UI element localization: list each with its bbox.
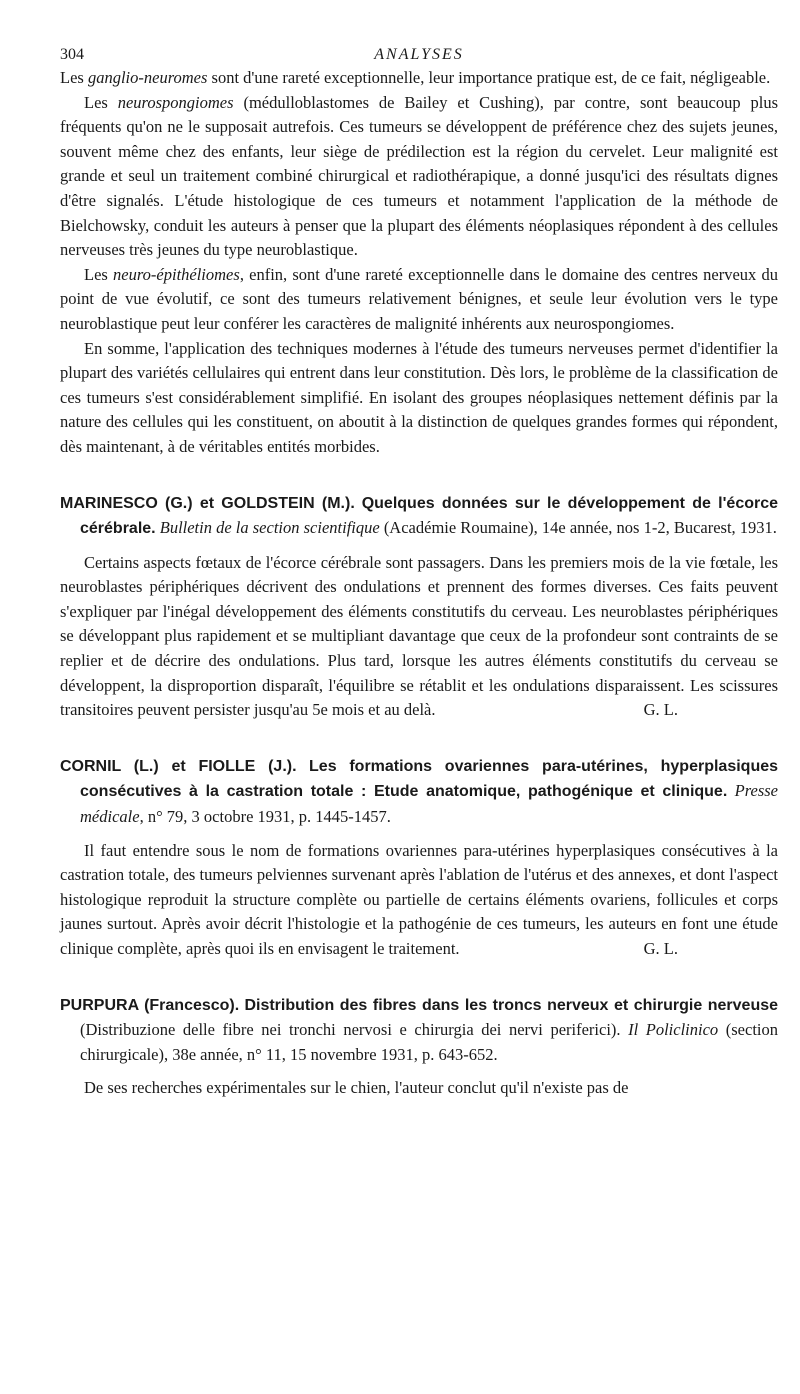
intro-paragraph: Les neurospongiomes (médulloblastomes de Bailey et Cushing), par contre, sont beaucoup plus fréquents qu'on ne le supposait autrefois. Ces tumeurs se développent de préférence chez des sujets jeunes, souvent même chez des enfants, leur siège de prédilection est la région du cervelet. Leur malignité est grande et seul un traitement combiné chirurgical et radiothérapique, a donné jusqu'ici des résultats dignes d'être signalés. L'étude histologique de ces tumeurs et notamment l'application de la méthode de Bielchowsky, conduit les auteurs à penser que la plupart des éléments néoplasiques répondent à des cellules nerveuses très jeunes du type neuroblastique. [60, 92, 778, 260]
reference-entry [60, 491, 778, 542]
entry-title: Distribution des fibres dans les troncs nerveux et chirurgie nerveuse [244, 996, 779, 1014]
entry-signature: G. L. [643, 939, 678, 958]
entry-authors: PURPURA (Francesco). [60, 996, 240, 1014]
intro-paragraph: Les neuro-épithéliomes, enfin, sont d'une rareté exceptionnelle dans le domaine des centres nerveux du point de vue évolutif, ce sont des tumeurs relativement bénignes, et seule leur évolution vers le type neuroblastique peut leur conférer les caractères de malignité inhérents aux neurospongiomes. [60, 264, 778, 333]
reference-entry [60, 754, 778, 830]
entry-authors: CORNIL (L.) et FIOLLE (J.). [60, 757, 297, 775]
entry-journal: Presse médicale [80, 781, 779, 827]
entry-journal: Bulletin de la section scientifique [159, 518, 380, 538]
page-number: 304 [60, 46, 84, 63]
entry-journal: Il Policlinico [628, 1020, 719, 1040]
entry-abstract: De ses recherches expérimentales sur le chien, l'auteur conclut qu'il n'existe pas de [84, 1078, 629, 1098]
intro-paragraph: En somme, l'application des techniques modernes à l'étude des tumeurs nerveuses permet d'identifier la plupart des variétés cellulaires qui entrent dans leur constitution. Dès lors, le problème de la classification de ces tumeurs s'est considérablement simplifié. En isolant des groupes néoplasiques nettement définis par la nature des cellules qui les constituent, on aboutit à la distinction de quelques grandes formes qui répondent, dès maintenant, à de véritables entités morbides. [60, 338, 778, 456]
entry-title: Quelques données sur le développement de l'écorce cérébrale. [80, 494, 779, 538]
reference-entry [60, 993, 778, 1068]
running-title: ANALYSES [374, 46, 464, 63]
entry-abstract: Il faut entendre sous le nom de formations ovariennes para-utérines hyperplasiques consécutives à la castration totale, des tumeurs pelviennes survenant après l'ablation de l'utérus et des annexes, et dont l'aspect histologique reproduit la structure complète ou partielle de certains éléments ovariens, follicules et corps jaunes surtout. Après avoir décrit l'histologie et la pathogénie de ces tumeurs, les auteurs en font une étude clinique complète, après quoi ils en envisagent le traitement. G. L. [60, 839, 778, 962]
page [60, 40, 778, 1101]
page-header [60, 40, 778, 66]
entry-source: (Académie Roumaine), 14e année, nos 1-2, Bucarest, 1931. [379, 518, 777, 538]
entry-signature: G. L. [643, 700, 678, 720]
intro-paragraph: Les ganglio-neuromes sont d'une rareté exceptionnelle, leur importance pratique est, de ce fait, négligeable. [60, 68, 771, 87]
entry-source: , n° 79, 3 octobre 1931, p. 1445-1457. [139, 807, 391, 827]
entry-authors: MARINESCO (G.) et GOLDSTEIN (M.). [60, 494, 355, 512]
entry-abstract: Certains aspects fœtaux de l'écorce cérébrale sont passagers. Dans les premiers mois de la vie fœtale, les neuroblastes périphériques décrivent des ondulations et prennent des formes diverses. Ces faits peuvent s'expliquer par l'inégal développement des éléments constitutifs du cerveau. Les neuroblastes périphériques se développant plus rapidement et se multipliant davantage que ceux de la profondeur sont contraints de se replier et de décrire des ondulations. Plus tard, lorsque les autres éléments constitutifs du cerveau se développent, la disproportion disparaît, l'équilibre se rétablit et les ondulations disparaissent. Les scissures transitoires peuvent persister jusqu'au 5e mois et au delà. G. L. [60, 551, 778, 723]
entry-source: (section chirurgicale), 38e année, n° 11, 15 novembre 1931, p. 643-652. [80, 1020, 778, 1064]
entry-translated-title: (Distribuzione delle fibre nei tronchi nervosi e chirurgia dei nervi periferici). [80, 1020, 629, 1040]
entry-title: Les formations ovariennes para-utérines, hyperplasiques consécutives à la castration totale : Etude anatomique, pathogénique et clinique. [80, 757, 779, 801]
